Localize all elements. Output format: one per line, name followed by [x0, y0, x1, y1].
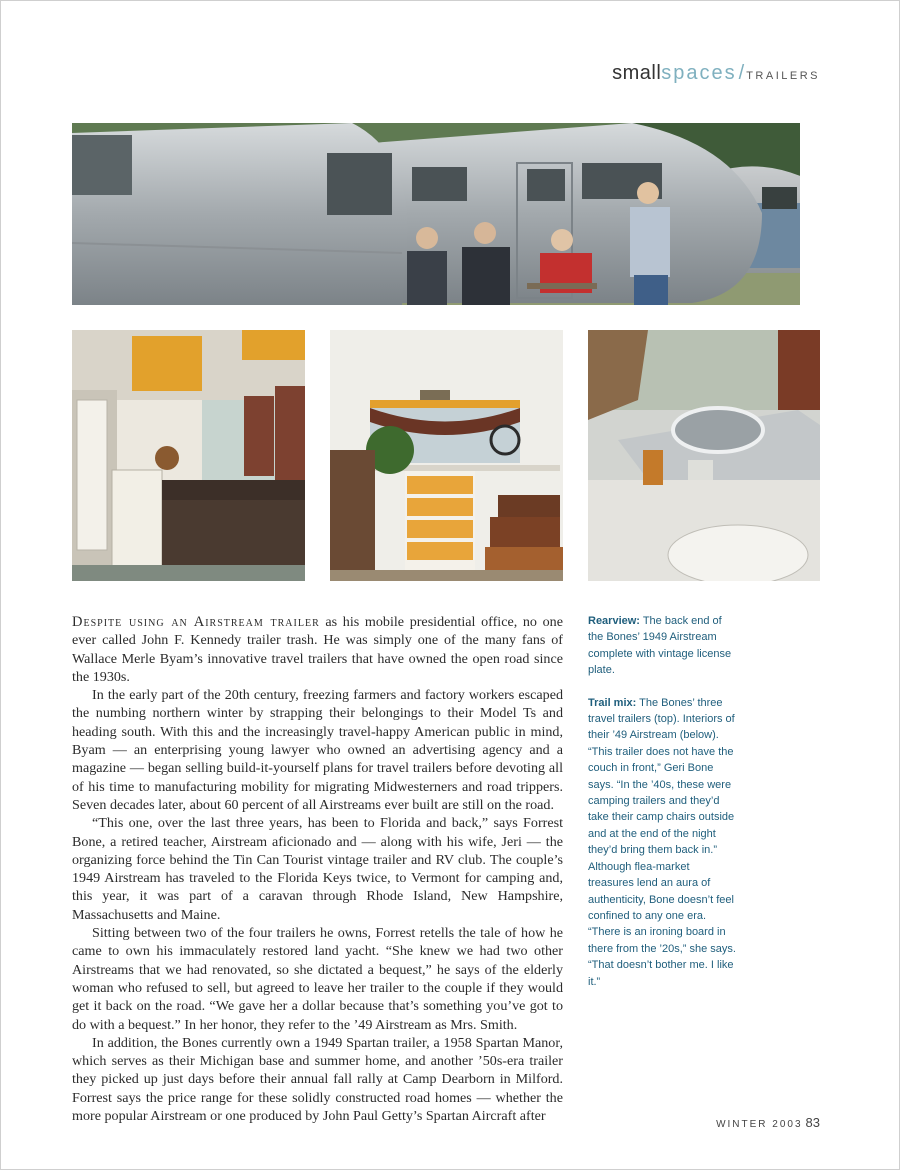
caption-trail-mix-text: The Bones’ three travel trailers (top). Interiors of their ’49 Airstream (below). “This trailer does not have the couch in front,” Geri Bone says. “In the ’40s, these were camping trailers and they’d take their camp chairs outside and at the end of the night they’d bring them back in.” Although flea-market treasures lend an aura of authenticity, Bone doesn’t feel confined to any one era. “There is an ironing board in there from the ’20s,” she says. “That doesn’t bother me. I like it.” [588, 696, 736, 988]
photo-captions [588, 613, 738, 1006]
dresser-photo [330, 330, 563, 581]
article-paragraph-1-text: as his mobile presidential office, no one ever called John F. Kennedy trailer trash. He was simply one of the many fans of Wallace Merle Byam’s innovative travel trailers that have owned the open road since the 1930s. [72, 614, 563, 685]
header-word-spaces: spaces [661, 62, 737, 84]
caption-trail-mix-title: Trail mix: [588, 696, 637, 709]
header-word-small: small [612, 62, 662, 84]
section-header [612, 62, 820, 85]
caption-rearview-title: Rearview: [588, 615, 640, 627]
header-slash: / [738, 62, 745, 84]
issue-label: WINTER 2003 [716, 1119, 803, 1130]
article-paragraph-1 [72, 613, 563, 686]
hero-photo [72, 123, 800, 305]
caption-rearview-text: The back end of the Bones’ 1949 Airstream complete with vintage license plate. [588, 615, 732, 677]
sink-photo [588, 330, 820, 581]
page-footer [716, 1114, 820, 1132]
kitchen-photo [72, 330, 305, 581]
article-paragraph-5: In addition, the Bones currently own a 1949 Spartan trailer, a 1958 Spartan Manor, which serves as their Michigan base and summer home, and another ’50s-era trailer they picked up just days before their annual fall rally at Camp Dearborn in Milford. Forrest says the price range for these solidly constructed road homes — whether the more popular Airstream or one produced by John Paul Getty’s Spartan Aircraft after [72, 1034, 563, 1125]
article-paragraph-3: “This one, over the last three years, has been to Florida and back,” says Forrest Bone, a retired teacher, Airstream aficionado and — along with his wife, Jeri — the organizing force behind the Tin Can Tourist vintage trailer and RV club. The couple’s 1949 Airstream has traveled to the Florida Keys twice, to Vermont for camping and, this year, it was part of a caravan through Rhode Island, New Hampshire, Massachusetts and Maine. [72, 815, 563, 923]
header-section: TRAILERS [746, 70, 820, 82]
caption-rearview [588, 613, 738, 679]
article-body [72, 613, 563, 1125]
page-number: 83 [805, 1115, 820, 1130]
article-paragraph-2: In the early part of the 20th century, freezing farmers and factory workers escaped the numbing northern winter by strapping their belongings to their Model Ts and heading south. With this and the increasingly travel-happy American public in mind, Byam — an enterprising young lawyer who owned an advertising agency and a magazine — began selling build-it-yourself plans for travel trailers before devoting all of his time to manufacturing mobility for migrating Midwesterners and road trippers. Seven decades later, about 60 percent of all Airstreams ever built are still on the road. [72, 687, 563, 813]
article-lead: Despite using an Airstream trailer [72, 614, 320, 630]
article-paragraph-4: Sitting between two of the four trailers he owns, Forrest retells the tale of how he came to own his immaculately restored land yacht. “She knew we had two other Airstreams that we had renovated, so she dictated a bequest,” he says of the elderly woman who refused to sell, but agreed to leave her trailer to the couple if they would get it back on the road. “We gave her a dollar because that’s something you’ve got to do with a bequest.” In her honor, they refer to the ’49 Airstream as Mrs. Smith. [72, 925, 563, 1033]
caption-trail-mix [588, 695, 738, 990]
